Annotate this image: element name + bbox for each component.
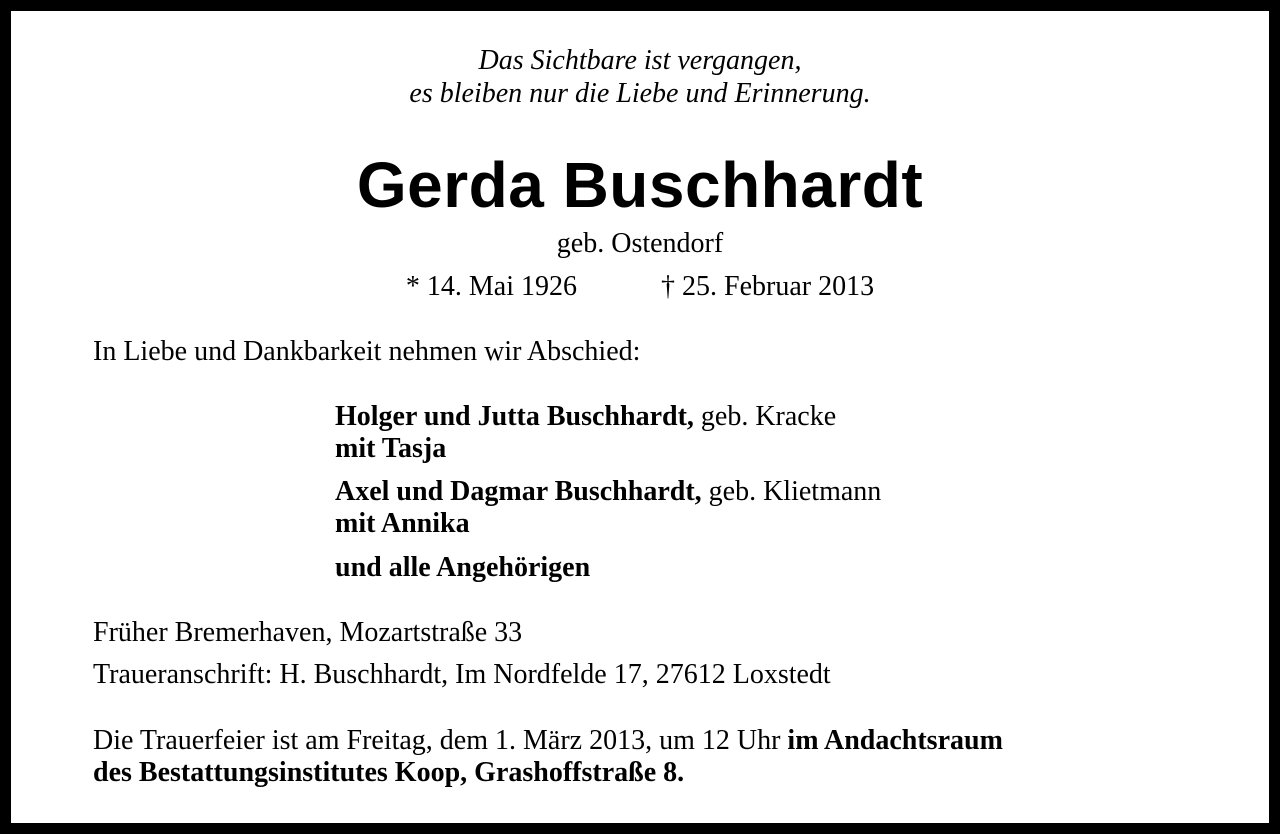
former-address: Früher Bremerhaven, Mozartstraße 33 bbox=[93, 617, 523, 648]
ceremony-line-1 bbox=[93, 724, 1003, 757]
farewell-intro: In Liebe und Dankbarkeit nehmen wir Abschied: bbox=[93, 336, 641, 367]
quote-line-1: Das Sichtbare ist vergangen, bbox=[478, 45, 802, 76]
quote-line-2: es bleiben nur die Liebe und Erinnerung. bbox=[409, 78, 871, 109]
mourner-1-child: mit Tasja bbox=[335, 433, 447, 464]
ceremony-text: Die Trauerfeier ist am Freitag, dem 1. März 2013, um 12 Uhr bbox=[93, 725, 788, 756]
mourner-1-name: Holger und Jutta Buschhardt, bbox=[335, 401, 694, 432]
mourner-2-line bbox=[335, 475, 881, 508]
mourning-address: Traueranschrift: H. Buschhardt, Im Nordfelde 17, 27612 Loxstedt bbox=[93, 659, 831, 690]
mourner-2-name: Axel und Dagmar Buschhardt, bbox=[335, 476, 702, 507]
ceremony-venue-1: im Andachtsraum bbox=[787, 725, 1003, 756]
ceremony-venue-2: des Bestattungsinstitutes Koop, Grashoffstraße 8. bbox=[93, 757, 685, 788]
obituary-card bbox=[11, 11, 1269, 823]
death-date: † 25. Februar 2013 bbox=[661, 271, 875, 302]
deceased-name: Gerda Buschhardt bbox=[356, 149, 924, 221]
life-dates bbox=[11, 270, 1269, 303]
mourner-1-maiden: geb. Kracke bbox=[693, 401, 837, 432]
maiden-name: geb. Ostendorf bbox=[556, 228, 724, 259]
relatives-line: und alle Angehörigen bbox=[335, 552, 591, 583]
mourner-1-line bbox=[335, 400, 836, 433]
birth-date: * 14. Mai 1926 bbox=[405, 271, 578, 302]
mourner-2-child: mit Annika bbox=[335, 508, 470, 539]
mourner-2-maiden: geb. Klietmann bbox=[701, 476, 882, 507]
